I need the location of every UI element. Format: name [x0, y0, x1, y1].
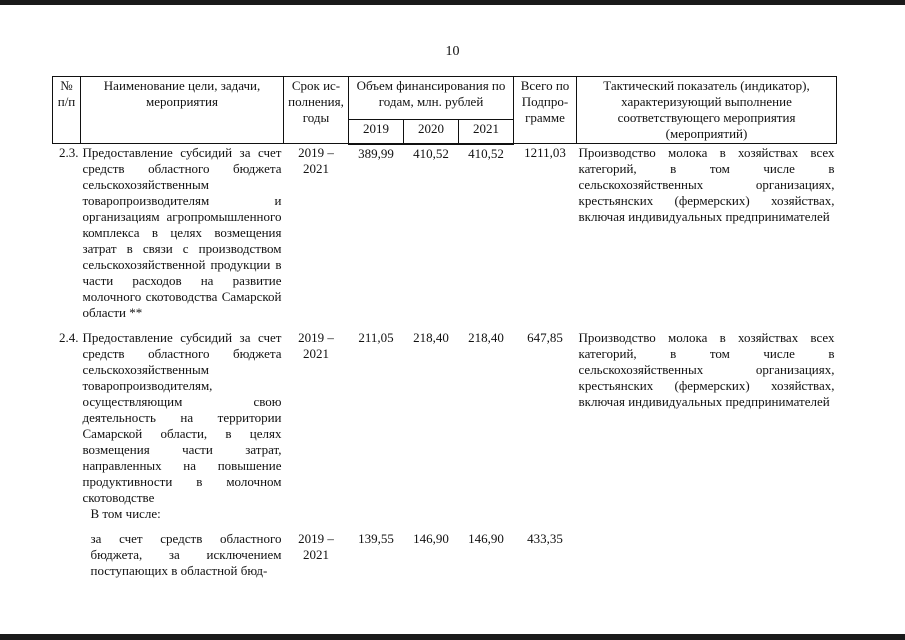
- row-term: 2019 – 2021: [298, 531, 334, 562]
- header-total: Всего по Подпро-грамме: [514, 77, 577, 144]
- row-name: Предоставление субсидий за счет средств областного бюджета сельскохозяйственным товаропроизводителям, осуществляющим свою деятельность на территории Самарской области, в целях возмещения части затрат, направленных на повышение продуктивности в молочном скотоводстве: [82, 330, 282, 505]
- row-amount-2021: 410,52: [468, 145, 504, 161]
- row-amount-2020: 410,52: [413, 145, 449, 161]
- row-term: 2019 – 2021: [298, 145, 334, 176]
- row-total: 647,85: [527, 330, 563, 345]
- page-number: 10: [445, 44, 460, 59]
- row-name-extra: В том числе:: [90, 506, 161, 521]
- row-amount-2020: 146,90: [413, 531, 449, 546]
- program-table: [52, 76, 837, 580]
- row-total: 1211,03: [524, 145, 566, 160]
- row-amount-2021: 218,40: [468, 330, 504, 345]
- row-num: [53, 523, 81, 580]
- row-num: 2.3.: [59, 145, 79, 160]
- row-total: 433,35: [527, 531, 563, 546]
- row-amount-2019: 139,55: [358, 531, 394, 546]
- header-name: Наименование цели, задачи, мероприятия: [81, 77, 284, 144]
- header-indicator: Тактический показатель (индикатор), характеризующий выполнение соответствующего мероприятия (мероприятий): [577, 77, 837, 144]
- scan-edge-top: [0, 0, 905, 5]
- row-term: 2019 – 2021: [298, 330, 334, 361]
- row-indicator: Производство молока в хозяйствах всех категорий, в том числе в сельскохозяйственных организациях, крестьянских (фермерских) хозяйствах, включая индивидуальных предпринимателей: [578, 145, 835, 224]
- header-year-2021: 2021: [459, 120, 514, 144]
- row-name: за счет средств областного бюджета, за исключением поступающих в областной бюд-: [90, 531, 282, 578]
- table-row: [53, 523, 837, 580]
- row-name-cell: [81, 322, 284, 523]
- row-amount-2020: 218,40: [413, 330, 449, 345]
- row-amount-2019: 389,99: [358, 145, 394, 161]
- table-row: [53, 322, 837, 523]
- header-term: Срок ис-полнения, годы: [284, 77, 349, 144]
- header-funding: Объем финансирования по годам, млн. рублей: [349, 77, 514, 120]
- header-year-2019: 2019: [349, 120, 404, 144]
- header-num: № п/п: [53, 77, 81, 144]
- row-amount-2019: 211,05: [358, 330, 394, 345]
- table-row: [53, 144, 837, 323]
- scan-edge-bottom: [0, 634, 905, 640]
- row-num: 2.4.: [59, 330, 79, 345]
- row-indicator: [577, 523, 837, 580]
- header-year-2020: 2020: [404, 120, 459, 144]
- table-header: [53, 77, 837, 144]
- row-name: Предоставление субсидий за счет средств областного бюджета сельскохозяйственным товаропроизводителям и организациям агропромышленного комплекса в целях возмещения затрат в связи с производством сельскохозяйственной продукции в части расходов на развитие молочного скотоводства Самарской области **: [82, 145, 282, 320]
- row-amount-2021: 146,90: [468, 531, 504, 546]
- row-indicator: Производство молока в хозяйствах всех категорий, в том числе в сельскохозяйственных организациях, крестьянских (фермерских) хозяйствах, включая индивидуальных предпринимателей: [578, 330, 835, 409]
